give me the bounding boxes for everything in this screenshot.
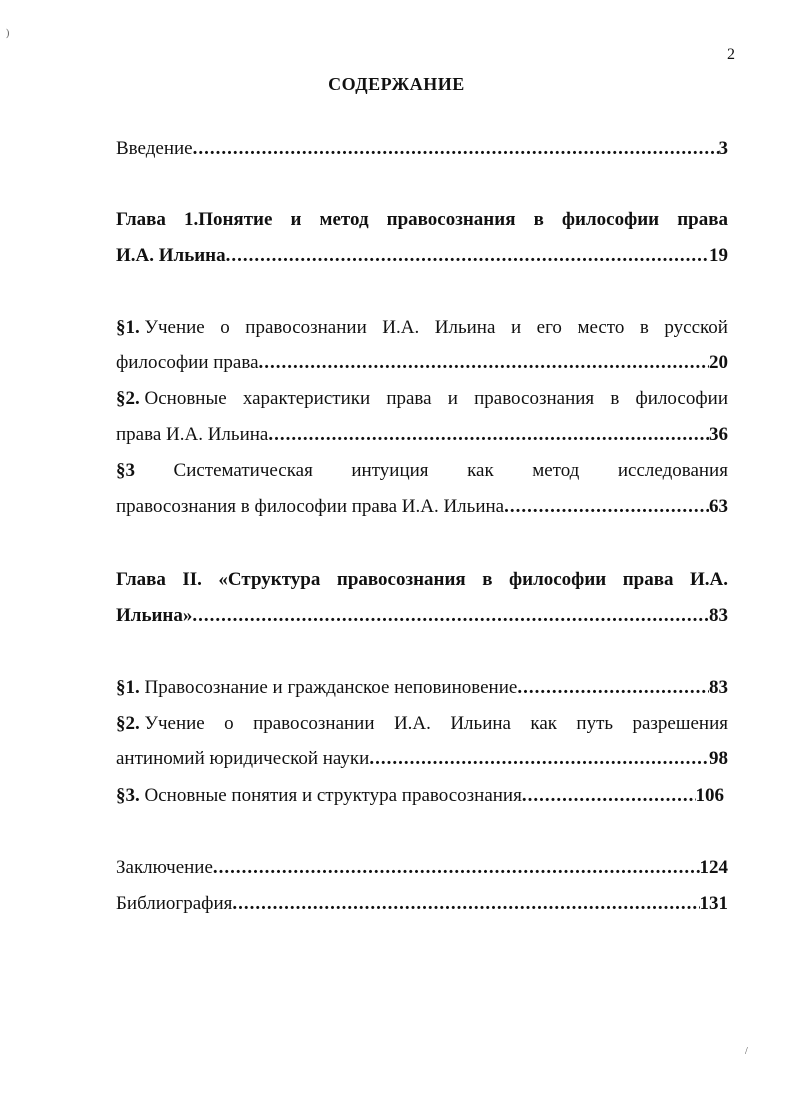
dot-leader: [213, 853, 700, 883]
word: интуиция: [351, 460, 429, 481]
toc-ch1-section1-line1[interactable]: [116, 313, 728, 343]
word: о: [224, 713, 234, 734]
toc-entry-page: 131: [699, 893, 728, 914]
toc-entry-title: правосознания в философии права И.А. Ильина: [116, 496, 505, 517]
toc-entry-title: Основные понятия и структура правосознания: [144, 785, 522, 806]
section-number: §2.: [116, 388, 140, 409]
scan-speck: /: [745, 1046, 748, 1057]
word: правосознания: [386, 209, 516, 230]
toc-entry-page: 3: [718, 138, 728, 159]
section-number: §3.: [116, 785, 140, 806]
word: место: [577, 317, 625, 338]
toc-entry-title: Ильина»: [116, 605, 193, 626]
word: и: [447, 388, 458, 409]
word: в: [482, 569, 493, 590]
toc-entry-page: 19: [709, 245, 728, 266]
word: в: [639, 317, 649, 338]
word: как: [530, 713, 557, 734]
toc-entry-intro[interactable]: [116, 134, 728, 164]
word: разрешения: [632, 713, 728, 734]
dot-leader: [226, 241, 709, 271]
word: II.: [182, 569, 202, 590]
toc-entry-title: антиномий юридической науки: [116, 748, 370, 769]
toc-entry-page: 63: [709, 496, 728, 517]
toc-entry-page: 83: [709, 605, 728, 626]
toc-ch2-section3[interactable]: [116, 781, 724, 811]
word: метод: [532, 460, 580, 481]
word: правосознании: [245, 317, 367, 338]
dot-leader: [522, 781, 696, 811]
page-number: 2: [727, 46, 735, 63]
toc-entry-page: 106: [695, 785, 724, 806]
toc-ch2-section1[interactable]: [116, 673, 728, 703]
toc-entry-title: Правосознание и гражданское неповиновение: [144, 677, 518, 698]
word: о: [220, 317, 230, 338]
toc-entry-page: 98: [709, 748, 728, 769]
dot-leader: [369, 744, 709, 774]
word: метод: [319, 209, 369, 230]
word: характеристики: [242, 388, 371, 409]
toc-entry-conclusion[interactable]: [116, 853, 728, 883]
dot-leader: [504, 492, 709, 522]
toc-entry-bibliography[interactable]: [116, 889, 728, 919]
word: исследования: [617, 460, 728, 481]
dot-leader: [193, 134, 719, 164]
word: русской: [664, 317, 728, 338]
dot-leader: [192, 601, 709, 631]
word: И.А.: [382, 317, 420, 338]
word: И.А.: [393, 713, 431, 734]
word: Основные: [144, 388, 227, 409]
word: и: [290, 209, 302, 230]
toc-ch2-section2-line2[interactable]: [116, 744, 728, 774]
toc-entry-page: 36: [709, 424, 728, 445]
word: Ильина: [434, 317, 496, 338]
toc-entry-title: И.А. Ильина: [116, 245, 226, 266]
dot-leader: [232, 889, 699, 919]
toc-entry-page: 124: [699, 857, 728, 878]
toc-chapter1-line1[interactable]: [116, 205, 728, 235]
toc-entry-title: философии права: [116, 352, 259, 373]
toc-ch1-section1-line2[interactable]: [116, 348, 728, 378]
toc-entry-page: 83: [709, 677, 728, 698]
section-number: §2.: [116, 713, 140, 734]
word: Учение: [144, 713, 205, 734]
toc-entry-title: права И.А. Ильина: [116, 424, 269, 445]
toc-chapter2-line2[interactable]: [116, 601, 728, 631]
word: путь: [576, 713, 614, 734]
word: в: [533, 209, 544, 230]
word: в: [610, 388, 620, 409]
word: И.А.: [690, 569, 728, 590]
word: «Структура: [218, 569, 321, 590]
toc-entry-title: Введение: [116, 138, 193, 159]
toc-ch1-section3-line1[interactable]: [116, 456, 728, 486]
word: Глава: [116, 209, 166, 230]
word: правосознания: [336, 569, 466, 590]
word: Ильина: [450, 713, 511, 734]
word: его: [536, 317, 562, 338]
toc-entry-title: Заключение: [116, 857, 213, 878]
word: и: [510, 317, 522, 338]
section-number: §1.: [116, 317, 140, 338]
word: 1.Понятие: [183, 209, 273, 230]
section-number: §3: [116, 460, 135, 481]
word: права: [622, 569, 674, 590]
toc-heading: СОДЕРЖАНИЕ: [328, 74, 465, 94]
toc-chapter2-line1[interactable]: [116, 565, 728, 595]
word: права: [677, 209, 728, 230]
toc-entry-title: Библиография: [116, 893, 233, 914]
dot-leader: [517, 673, 709, 703]
word: Учение: [144, 317, 205, 338]
toc-ch1-section2-line1[interactable]: [116, 384, 728, 414]
section-number: §1.: [116, 677, 140, 698]
word: Систематическая: [173, 460, 313, 481]
toc-ch1-section3-line2[interactable]: [116, 492, 728, 522]
word: философии: [561, 209, 660, 230]
word: правосознании: [253, 713, 375, 734]
word: как: [467, 460, 494, 481]
toc-ch2-section2-line1[interactable]: [116, 709, 728, 739]
dot-leader: [259, 348, 709, 378]
toc-ch1-section2-line2[interactable]: [116, 420, 728, 450]
toc-chapter1-line2[interactable]: [116, 241, 728, 271]
dot-leader: [268, 420, 709, 450]
word: философии: [635, 388, 728, 409]
toc-entry-page: 20: [709, 352, 728, 373]
word: права: [386, 388, 432, 409]
scan-speck: ): [6, 28, 10, 39]
word: правосознания: [474, 388, 595, 409]
word: Глава: [116, 569, 166, 590]
word: философии: [508, 569, 607, 590]
